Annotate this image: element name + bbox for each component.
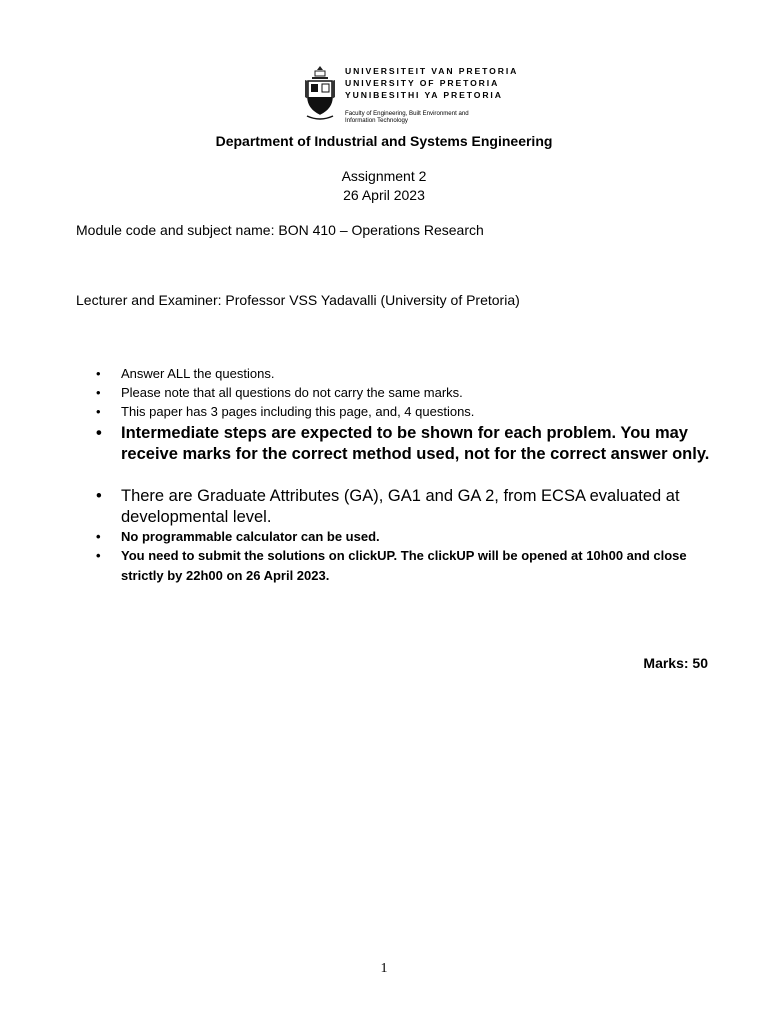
university-crest-icon xyxy=(303,64,337,122)
module-line: Module code and subject name: BON 410 – Operations Research xyxy=(76,222,484,238)
bullet-glyph: • xyxy=(96,366,101,381)
bullet-glyph: • xyxy=(96,529,101,544)
instruction-text: Answer ALL the questions. xyxy=(121,366,275,381)
page-number: 1 xyxy=(380,961,388,976)
assignment-date: 26 April 2023 xyxy=(343,187,425,203)
instruction-text: This paper has 3 pages including this page, and, 4 questions. xyxy=(121,404,475,419)
faculty-name: Faculty of Engineering, Built Environment and Information Technology xyxy=(345,110,469,124)
department-title: Department of Industrial and Systems Engineering xyxy=(215,133,553,149)
bullet-glyph: • xyxy=(96,424,102,442)
university-logo xyxy=(303,64,519,130)
university-name-afrikaans: UNIVERSITEIT VAN PRETORIA xyxy=(345,66,519,76)
bullet-glyph: • xyxy=(96,548,101,563)
university-name-sepedi: YUNIBESITHI YA PRETORIA xyxy=(345,90,503,100)
total-marks: Marks: 50 xyxy=(643,655,708,671)
instruction-text: No programmable calculator can be used. xyxy=(121,529,380,544)
lecturer-line: Lecturer and Examiner: Professor VSS Yadavalli (University of Pretoria) xyxy=(76,292,520,308)
bullet-glyph: • xyxy=(96,487,102,505)
assignment-title: Assignment 2 xyxy=(341,168,427,184)
university-name-english: UNIVERSITY OF PRETORIA xyxy=(345,78,500,88)
instruction-text: There are Graduate Attributes (GA), GA1 and GA 2, from ECSA evaluated at developmental level. xyxy=(121,487,680,526)
bullet-glyph: • xyxy=(96,404,101,419)
instruction-text: You need to submit the solutions on clickUP. The clickUP will be opened at 10h00 and close strictly by 22h00 on 26 April 2023. xyxy=(121,548,687,583)
bullet-glyph: • xyxy=(96,385,101,400)
instruction-text: Please note that all questions do not carry the same marks. xyxy=(121,385,463,400)
instruction-text: Intermediate steps are expected to be shown for each problem. You may receive marks for the correct method used, not for the correct answer only. xyxy=(121,424,710,463)
